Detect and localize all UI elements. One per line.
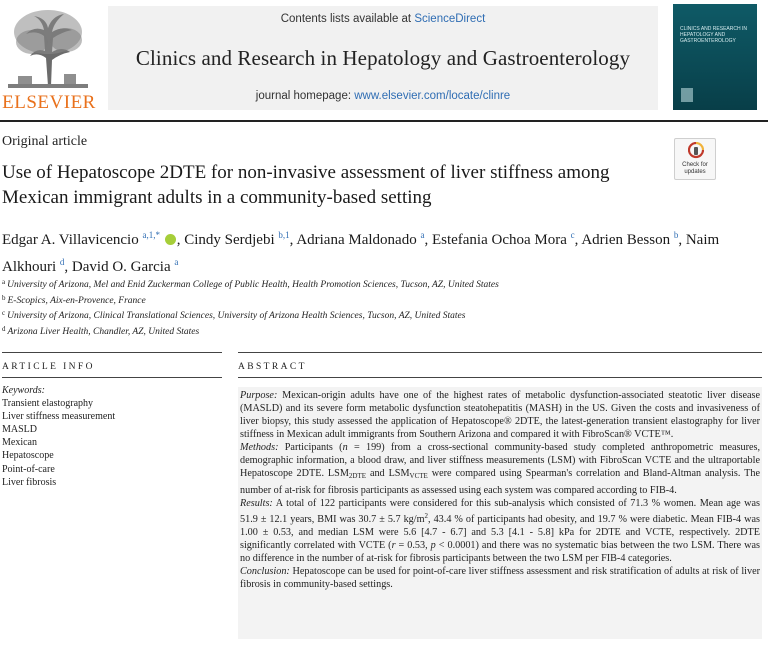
abstract-purpose [240,389,760,441]
abstract-methods [240,441,760,496]
methods-text-3: and LSM [366,468,410,480]
keyword-item: Transient elastography [2,398,94,410]
results-label: Results: [240,497,273,509]
author-separator: , [289,232,294,248]
article-info-heading: ARTICLE INFO [2,362,95,372]
affiliation-letter: a [2,278,6,286]
methods-sub-vcte: VCTE [409,472,428,481]
check-for-updates-button[interactable] [674,138,716,180]
methods-sub-2dte: 2DTE [348,472,366,481]
affiliation-text: Arizona Liver Health, Chandler, AZ, United States [7,326,200,337]
article-info-rule-bottom [2,377,222,378]
author-name[interactable]: Estefania Ochoa Mora [431,232,567,248]
results-r: r [391,539,396,551]
affiliation-letter: b [2,293,6,302]
contents-prefix: Contents lists available at [280,13,415,25]
author-affiliation-marker[interactable]: c [570,230,575,240]
affiliation-text: E-Scopics, Aix-en-Provence, France [7,295,146,306]
conclusion-label: Conclusion: [240,566,290,578]
header-divider [0,120,768,122]
elsevier-tree-icon [8,6,88,88]
affiliation-item [2,323,722,339]
keywords-section [2,384,222,489]
author-separator: , [64,259,69,275]
keyword-item: MASLD [2,424,38,436]
abstract-text [240,389,760,591]
author-name[interactable]: Adriana Maldonado [296,232,417,248]
author-name[interactable]: Adrien Besson [581,232,671,248]
author-affiliation-marker[interactable]: d [59,257,65,267]
orcid-icon[interactable] [165,234,176,245]
affiliation-letter: c [2,309,6,317]
author-list [2,224,722,278]
purpose-text: Mexican-origin adults have one of the highest rates of metabolic dysfunction-associated steatotic liver disease (MASLD) and its severe form metabolic dysfunction steatohepatitis (MASH) in the US. Given the costs and invasiveness of liver biopsy, this study assessed the application of Hepatoscope® 2DTE, the latest-generation transient elastography for liver stiffness in Mexican adult immigrants from Southern Arizona and compared it with FibroScan® VCTE™. [240,390,760,441]
homepage-prefix: journal homepage: [255,90,355,102]
journal-cover-thumbnail[interactable] [673,4,757,110]
results-text-2: , 43.4 % of participants had obesity, and 19.7 % were diabetic. Mean FIB-4 was 1.00 ± 0.53, and median LSM were 5.6 [4.7 - 6.7] and 5.3 [4.1 - 5.8] kPa for 2DTE and VCTE, respectively. 2DTE significantly correlated with VCTE ( [240,513,760,551]
article-title: Use of Hepatoscope 2DTE for non-invasive assessment of liver stiffness among Mexican immigrant adults in a community-based setting [2,162,610,208]
author-name[interactable]: Cindy Serdjebi [184,232,275,248]
cover-text: CLINICS AND RESEARCH IN HEPATOLOGY AND GASTROENTEROLOGY [680,26,747,45]
results-sup: 2 [424,511,429,520]
homepage-line [108,90,658,102]
results-text-1: A total of 122 participants were considered for this sub-analysis which consisted of 71.3 % women. Mean age was 51.9 ± 12.1 years, BMI was 30.7 ± 5.7 kg/m [240,497,760,525]
author-affiliation-marker[interactable]: b,1 [278,230,290,240]
abstract-results [240,497,760,565]
affiliation-item [2,276,722,292]
author-name[interactable]: David O. Garcia [71,259,171,275]
elsevier-logo[interactable] [2,6,96,113]
cover-logo-icon [681,88,693,102]
methods-text-2: = 199) from a cross-sectional community-based study completed anthropometric measures, demographic information, a blood draw, and liver stiffness measurements (LSM) with FibroScan VCTE and the ultraportable Hepatoscope 2DTE. LSM [240,442,760,480]
keyword-item: Hepatoscope [2,450,54,462]
abstract-box [238,387,762,639]
methods-text-1: Participants ( [278,442,343,454]
author-affiliation-marker[interactable]: a [174,257,179,267]
author-name[interactable]: Naim Alkhouri [2,232,720,275]
abstract-rule-bottom [238,377,762,378]
keyword-item: Liver stiffness measurement [2,411,116,423]
abstract-conclusion [240,565,760,591]
keywords-label: Keywords: [2,385,45,396]
journal-title: Clinics and Research in Hepatology and Gastroenterology [135,46,631,70]
publisher-name: ELSEVIER [2,92,96,113]
affiliation-list [2,276,722,338]
author-affiliation-marker[interactable]: b [673,230,679,240]
contents-line [108,13,658,25]
author-separator: , [424,232,429,248]
article-info-rule-top [2,352,222,353]
author-affiliation-marker[interactable]: a,1,* [142,230,160,240]
methods-label: Methods: [240,442,279,454]
affiliation-letter: d [2,324,6,333]
journal-homepage-link[interactable]: www.elsevier.com/locate/clinre [354,90,511,102]
abstract-rule-top [238,352,762,353]
check-updates-icon [688,142,704,160]
sciencedirect-link[interactable]: ScienceDirect [414,13,486,25]
results-text-3: = 0.53, [395,539,431,551]
affiliation-text: University of Arizona, Mel and Enid Zuckerman College of Public Health, Health Promotion Sciences, Tucson, AZ, United States [7,280,499,290]
keyword-item: Mexican [2,437,37,449]
author-name[interactable]: Edgar A. Villavicencio [2,232,139,248]
purpose-label: Purpose: [240,390,278,401]
affiliation-item [2,292,722,308]
keyword-item: Point-of-care [2,463,55,475]
affiliation-text: University of Arizona, Clinical Translational Sciences, University of Arizona Health Sciences, Tucson, AZ, United States [7,311,466,321]
results-p: p [430,539,436,551]
journal-masthead [108,6,658,110]
results-text-4: < 0.0001) and there was no systematic bias between the two LSM. There was no difference in the number of at-risk for fibrosis participants between the two LSM per FIB-4 categories. [240,539,760,564]
check-updates-label: Check for updates [682,162,708,175]
methods-n: n [342,442,348,454]
journal-header [0,0,768,112]
article-type: Original article [2,134,88,149]
author-separator: , [678,232,683,248]
affiliation-item [2,307,722,323]
keyword-item: Liver fibrosis [2,476,57,488]
author-affiliation-marker[interactable]: a [420,230,425,240]
abstract-heading: ABSTRACT [238,362,307,372]
author-separator: , [176,232,181,248]
author-separator: , [574,232,579,248]
conclusion-text: Hepatoscope can be used for point-of-care liver stiffness assessment and risk stratification of adults at risk of liver fibrosis in community-based settings. [240,566,760,591]
methods-text-4: were compared using Spearman's correlation and Bland-Altman analysis. The number of at-risk for fibrosis participants as assessed using each system was compared according to FIB-4. [240,468,760,496]
